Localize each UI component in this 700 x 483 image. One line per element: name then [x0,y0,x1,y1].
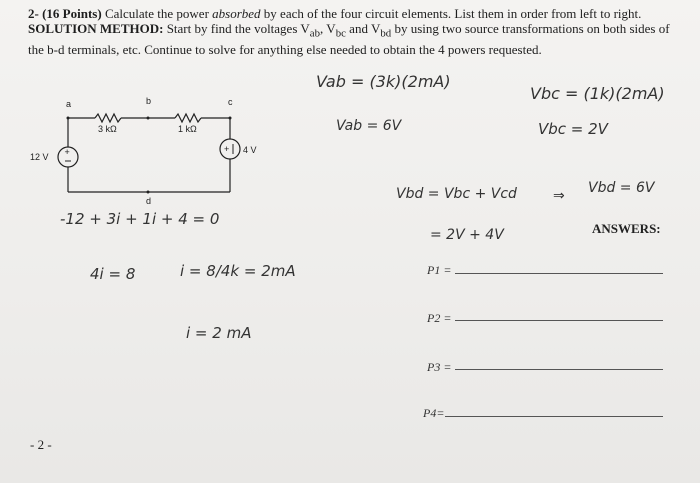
circuit-diagram [30,88,280,218]
resistor-1k [175,114,201,122]
answers-title: ANSWERS: [592,221,661,236]
problem-text: Start by find the voltages V [163,21,310,36]
source-4v-label: 4 V [243,145,257,155]
current-fraction: i = 8/4k = 2mA [180,262,296,280]
p3-label: P3 = [427,360,452,374]
vbd-sum: = 2V + 4V [430,227,504,243]
method-label: SOLUTION METHOD: [28,21,164,36]
problem-text: Calculate the power [101,6,213,21]
node-b-label: b [146,96,152,106]
p2-label: P2 = [427,311,452,325]
voltage-source-4v [220,139,240,159]
p1-label: P1 = [427,263,452,277]
problem-statement [28,6,678,57]
absorbed-word: absorbed [212,6,261,21]
resistor-1k-label: 1 kΩ [178,124,197,134]
problem-points: (16 Points) [42,6,102,21]
p2-answer-blank[interactable] [455,320,663,321]
node-c-label: c [228,97,233,107]
subscript: bd [380,27,392,40]
node-a-label: a [66,99,72,109]
vbc-equation: Vbc = (1k)(2mA) [530,84,665,103]
subscript: bc [335,27,346,40]
vbc-result: Vbc = 2V [538,120,608,138]
current-result: i = 2 mA [186,324,252,342]
svg-text:+: + [64,147,70,157]
kvl-equation: -12 + 3i + 1i + 4 = 0 [60,210,220,228]
vbd-result: Vbd = 6V [588,180,655,196]
problem-text: , V [320,21,336,36]
vab-equation: Vab = (3k)(2mA) [316,72,451,91]
resistor-3k-label: 3 kΩ [98,124,117,134]
p4-answer-blank[interactable] [445,416,663,417]
node-d-label: d [146,196,152,206]
subscript: ab [309,27,321,40]
problem-number: 2- [28,6,39,21]
problem-text: and V [345,21,381,36]
problem-text: by using two source transformations on both sides of the b-d terminals, etc. Continue to solve for anything else needed to obtain the 4 powers requested. [28,21,670,57]
four-i-equation: 4i = 8 [90,265,136,283]
p1-answer-blank[interactable] [455,273,663,274]
resistor-3k [95,114,121,122]
page-number: - 2 - [30,437,52,452]
implies-arrow: ⇒ [553,188,565,204]
vbd-equation: Vbd = Vbc + Vcd [396,186,517,202]
source-12v-label: 12 V [30,152,49,162]
svg-text:+: + [224,144,230,154]
vab-result: Vab = 6V [336,118,402,134]
problem-text: by each of the four circuit elements. List them in order from left to right. [260,6,642,21]
p4-label: P4= [423,406,445,420]
p3-answer-blank[interactable] [455,369,663,370]
